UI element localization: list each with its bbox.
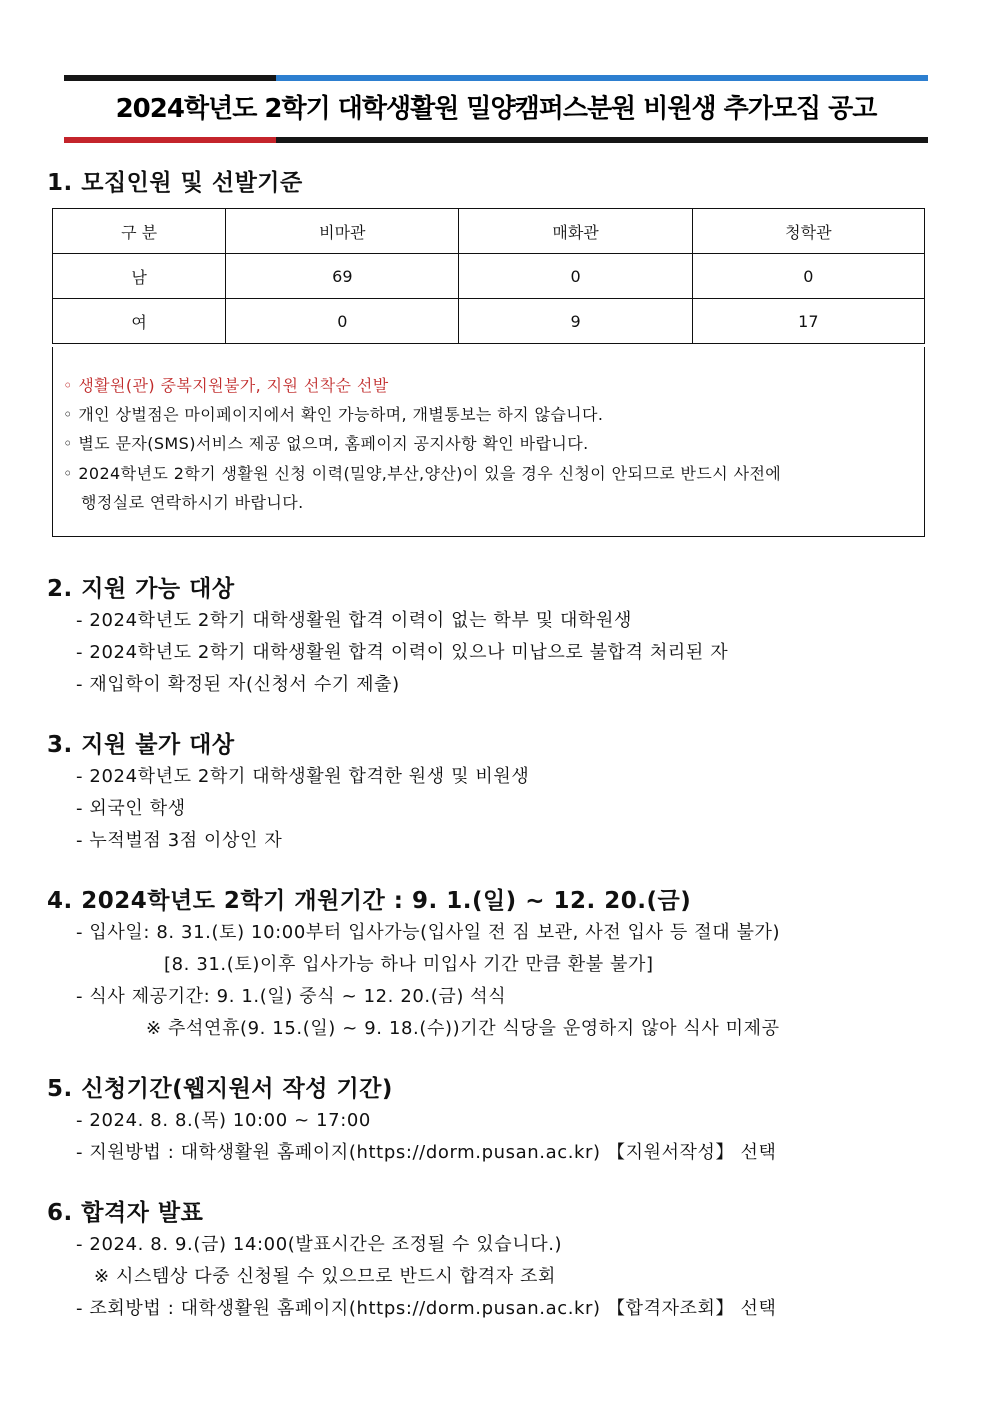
table-cell: 남 — [53, 254, 226, 299]
table-row — [53, 299, 925, 344]
list-item: - 2024. 8. 8.(목) 10:00 ~ 17:00 — [76, 1110, 371, 1131]
table-cell: 9 — [459, 299, 692, 344]
list-item: - 식사 제공기간: 9. 1.(일) 중식 ~ 12. 20.(금) 석식 — [76, 986, 507, 1007]
list-item: - 조회방법 : 대학생활원 홈페이지(https://dorm.pusan.ac.kr) 【합격자조회】 선택 — [76, 1298, 777, 1319]
list-item: [8. 31.(토)이후 입사가능 하나 미입사 기간 만큼 환불 불가] — [164, 954, 654, 975]
title-banner — [64, 75, 928, 143]
list-item: ※ 시스템상 다중 신청될 수 있으므로 반드시 합격자 조회 — [94, 1266, 556, 1287]
table-header-cell: 청학관 — [692, 209, 924, 254]
note-item: ◦ 2024학년도 2학기 생활원 신청 이력(밀양,부산,양산)이 있을 경우 신청이 안되므로 반드시 사전에 — [63, 464, 782, 483]
section6-heading: 6. 합격자 발표 — [47, 1200, 204, 1226]
table-cell: 여 — [53, 299, 226, 344]
note-item: ◦ 생활원(관) 중복지원불가, 지원 선착순 선발 — [63, 376, 389, 395]
list-item: - 2024학년도 2학기 대학생활원 합격 이력이 있으나 미납으로 불합격 처리된 자 — [76, 642, 729, 663]
table-cell: 0 — [692, 254, 924, 299]
table-row — [53, 254, 925, 299]
title-bottom-bar — [64, 137, 928, 143]
section2-heading: 2. 지원 가능 대상 — [47, 576, 235, 602]
section4-heading: 4. 2024학년도 2학기 개원기간 : 9. 1.(일) ~ 12. 20.(금) — [47, 888, 692, 914]
note-item: 행정실로 연락하시기 바랍니다. — [81, 493, 304, 512]
list-item: ※ 추석연휴(9. 15.(일) ~ 9. 18.(수))기간 식당을 운영하지 않아 식사 미제공 — [146, 1018, 780, 1039]
table-header-cell: 비마관 — [226, 209, 459, 254]
table-cell: 0 — [226, 299, 459, 344]
note-item: ◦ 개인 상벌점은 마이페이지에서 확인 가능하며, 개별통보는 하지 않습니다. — [63, 405, 604, 424]
section5-heading: 5. 신청기간(웹지원서 작성 기간) — [47, 1076, 393, 1102]
list-item: - 2024학년도 2학기 대학생활원 합격한 원생 및 비원생 — [76, 766, 530, 787]
table-header-row — [53, 209, 925, 254]
table-header-cell: 매화관 — [459, 209, 692, 254]
list-item: - 누적벌점 3점 이상인 자 — [76, 830, 283, 851]
notes-box — [52, 347, 925, 537]
section1-heading: 1. 모집인원 및 선발기준 — [47, 170, 303, 196]
list-item: - 2024학년도 2학기 대학생활원 합격 이력이 없는 학부 및 대학원생 — [76, 610, 632, 631]
list-item: - 지원방법 : 대학생활원 홈페이지(https://dorm.pusan.ac.kr) 【지원서작성】 선택 — [76, 1142, 777, 1163]
page-title: 2024학년도 2학기 대학생활원 밀양캠퍼스분원 비원생 추가모집 공고 — [115, 94, 877, 124]
list-item: - 재입학이 확정된 자(신청서 수기 제출) — [76, 674, 400, 695]
list-item: - 외국인 학생 — [76, 798, 186, 819]
note-item: ◦ 별도 문자(SMS)서비스 제공 없으며, 홈페이지 공지사항 확인 바랍니다. — [63, 434, 589, 453]
section3-heading: 3. 지원 불가 대상 — [47, 732, 235, 758]
list-item: - 입사일: 8. 31.(토) 10:00부터 입사가능(입사일 전 짐 보관, 사전 입사 등 절대 불가) — [76, 922, 781, 943]
list-item: - 2024. 8. 9.(금) 14:00(발표시간은 조정될 수 있습니다.) — [76, 1234, 563, 1255]
table-cell: 17 — [692, 299, 924, 344]
table-header-cell: 구 분 — [53, 209, 226, 254]
table-cell: 69 — [226, 254, 459, 299]
table-cell: 0 — [459, 254, 692, 299]
quota-table — [52, 208, 925, 344]
